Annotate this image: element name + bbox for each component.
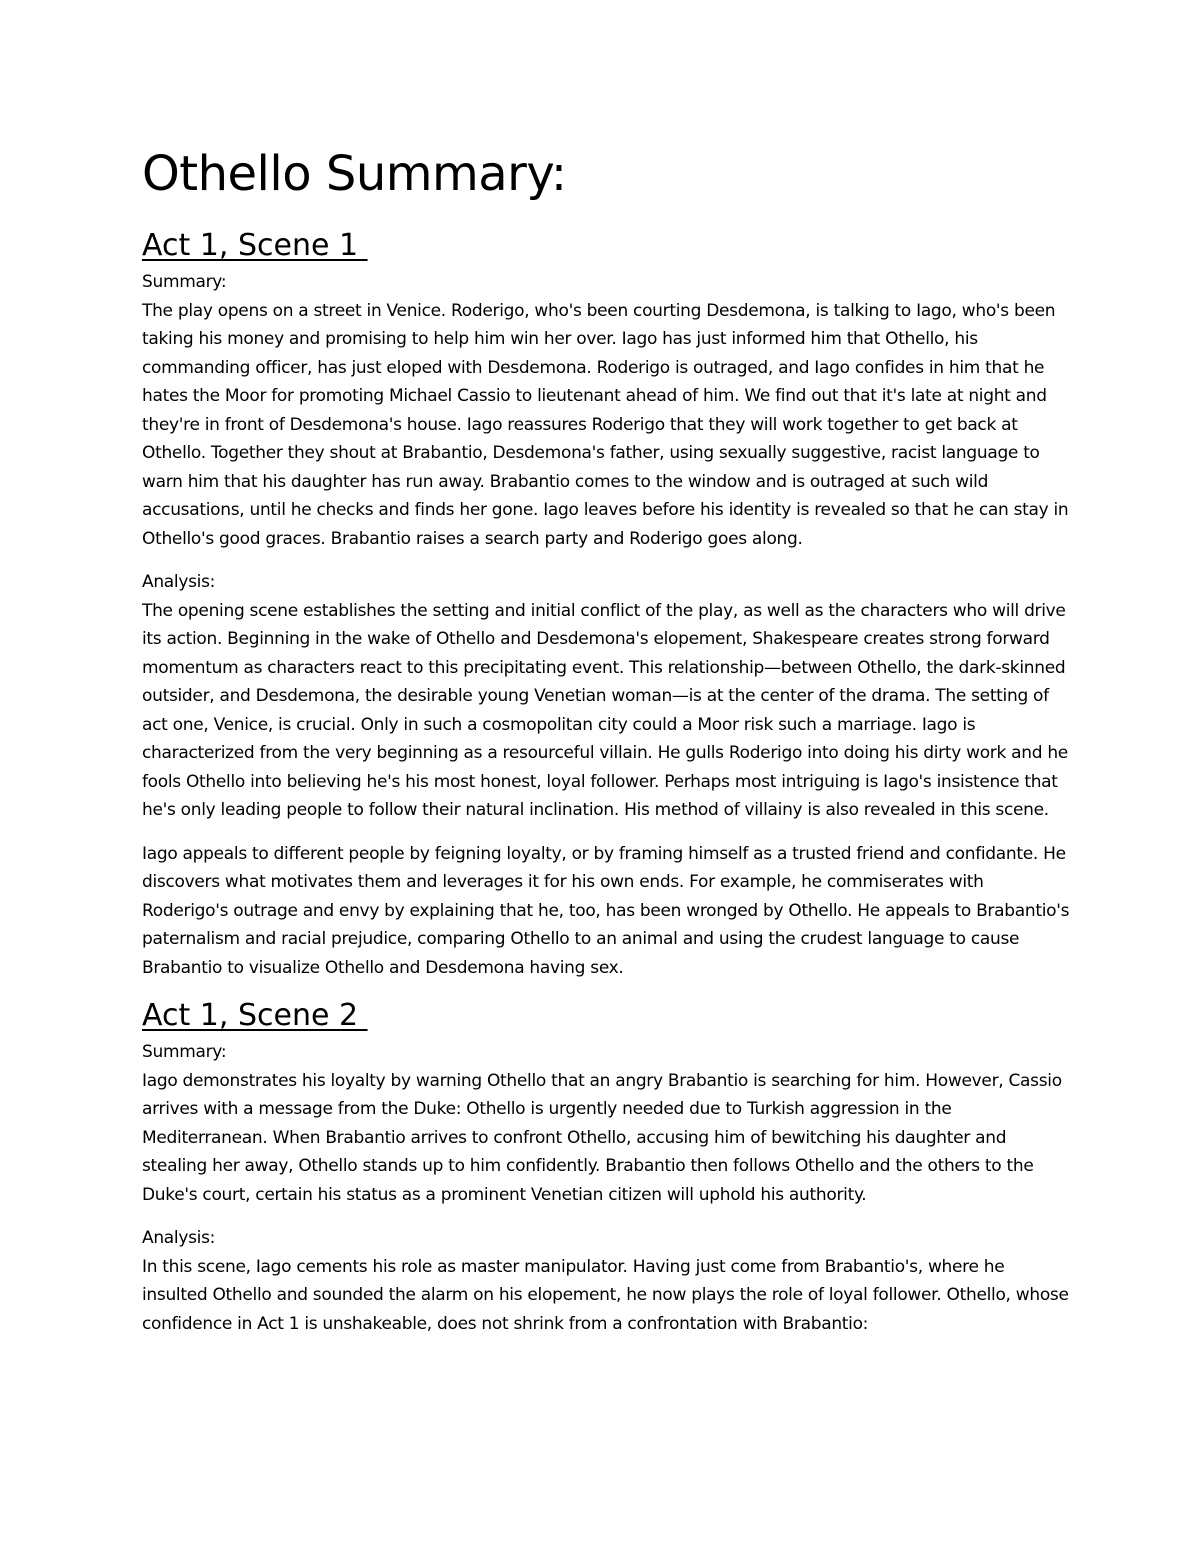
summary-label: Summary:: [142, 272, 227, 292]
document-page: [142, 138, 1072, 1338]
analysis-label: Analysis:: [142, 1228, 216, 1248]
section-act1-scene2: [142, 994, 1072, 1338]
scene-heading: Act 1, Scene 2: [142, 998, 368, 1033]
document-title: Othello Summary:: [142, 146, 567, 202]
analysis-paragraph: The opening scene establishes the setting and initial conflict of the play, as well as the characters who will drive its action. Beginning in the wake of Othello and Desdemona's elopement, Shakespeare creates strong forward momentum as characters react to this precipitating event. This relationship—between Othello, the dark-skinned outsider, and Desdemona, the desirable young Venetian woman—is at the center of the drama. The setting of act one, Venice, is crucial. Only in such a cosmopolitan city could a Moor risk such a marriage. Iago is characterized from the very beginning as a resourceful villain. He gulls Roderigo into doing his dirty work and he fools Othello into believing he's his most honest, loyal follower. Perhaps most intriguing is Iago's insistence that he's only leading people to follow their natural inclination. His method of villainy is also revealed in this scene.: [142, 600, 1068, 820]
scene-heading: Act 1, Scene 1: [142, 228, 368, 263]
analysis-paragraph: Iago appeals to different people by feigning loyalty, or by framing himself as a trusted friend and confidante. He discovers what motivates them and leverages it for his own ends. For example, he commiserates with Roderigo's outrage and envy by explaining that he, too, has been wronged by Othello. He appeals to Brabantio's paternalism and racial prejudice, comparing Othello to an animal and using the crudest language to cause Brabantio to visualize Othello and Desdemona having sex.: [142, 843, 1070, 978]
section-act1-scene1: [142, 224, 1072, 982]
analysis-paragraph: In this scene, Iago cements his role as master manipulator. Having just come from Brabantio's, where he insulted Othello and sounded the alarm on his elopement, he now plays the role of loyal follower. Othello, whose confidence in Act 1 is unshakeable, does not shrink from a confrontation with Brabantio:: [142, 1256, 1069, 1334]
summary-label: Summary:: [142, 1042, 227, 1062]
analysis-label: Analysis:: [142, 572, 216, 592]
summary-paragraph: Iago demonstrates his loyalty by warning Othello that an angry Brabantio is searching for him. However, Cassio arrives with a message from the Duke: Othello is urgently needed due to Turkish aggression in the Mediterranean. When Brabantio arrives to confront Othello, accusing him of bewitching his daughter and stealing her away, Othello stands up to him confidently. Brabantio then follows Othello and the others to the Duke's court, certain his status as a prominent Venetian citizen will uphold his authority.: [142, 1070, 1062, 1205]
summary-paragraph: The play opens on a street in Venice. Roderigo, who's been courting Desdemona, is talking to Iago, who's been taking his money and promising to help him win her over. Iago has just informed him that Othello, his commanding officer, has just eloped with Desdemona. Roderigo is outraged, and Iago confides in him that he hates the Moor for promoting Michael Cassio to lieutenant ahead of him. We find out that it's late at night and they're in front of Desdemona's house. Iago reassures Roderigo that they will work together to get back at Othello. Together they shout at Brabantio, Desdemona's father, using sexually suggestive, racist language to warn him that his daughter has run away. Brabantio comes to the window and is outraged at such wild accusations, until he checks and finds her gone. Iago leaves before his identity is revealed so that he can stay in Othello's good graces. Brabantio raises a search party and Roderigo goes along.: [142, 300, 1069, 549]
